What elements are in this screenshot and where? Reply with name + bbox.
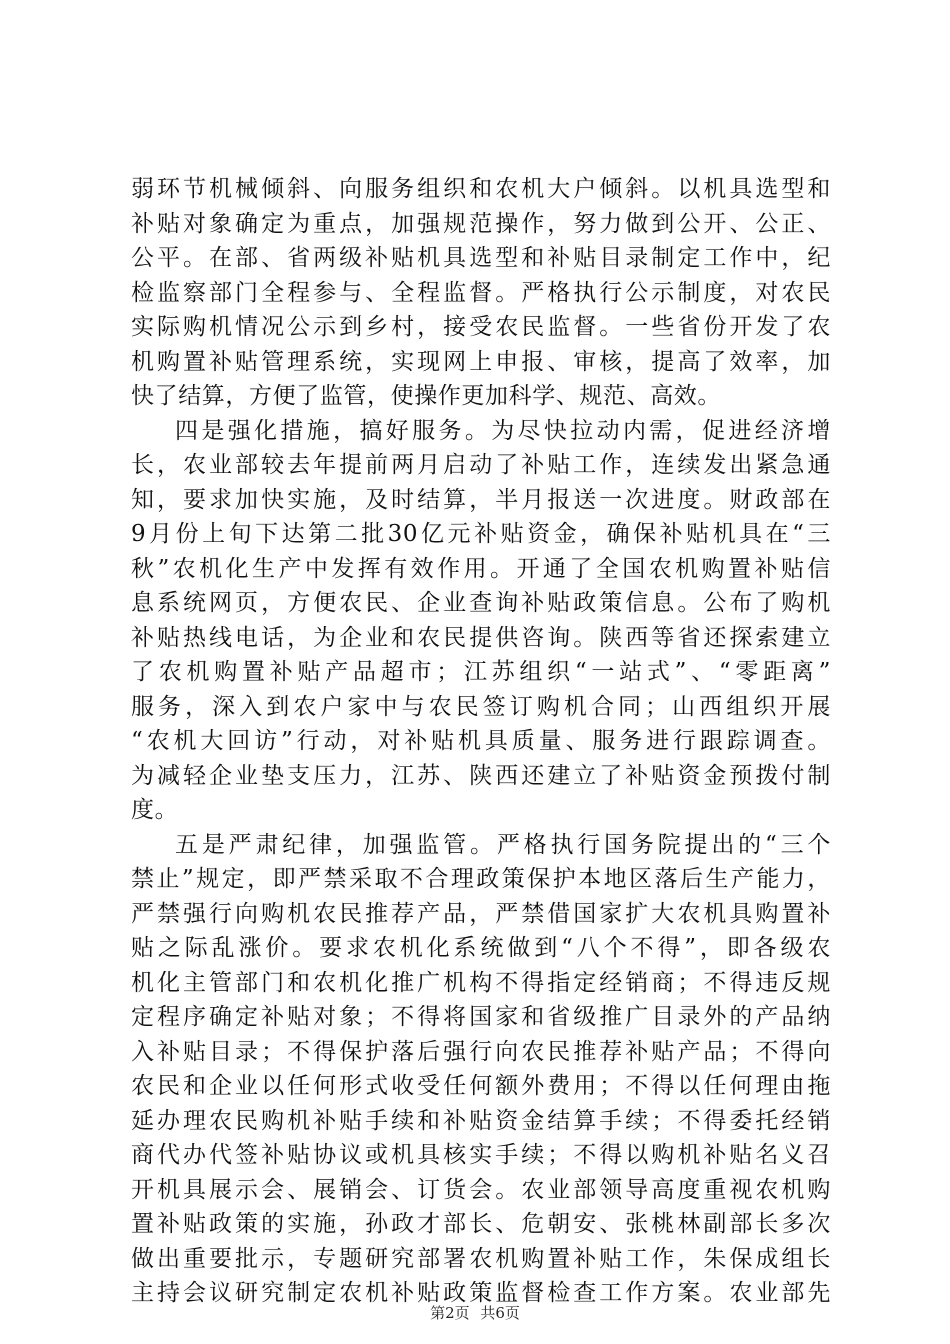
- text-line: 主持会议研究制定农机补贴政策监督检查工作方案。农业部先: [131, 1280, 831, 1306]
- text-line: 公平。在部、省两级补贴机具选型和补贴目录制定工作中，纪: [131, 245, 831, 271]
- text-line: 补贴对象确定为重点，加强规范操作，努力做到公开、公正、: [131, 210, 831, 237]
- text-line: 秋”农机化生产中发挥有效作用。开通了全国农机购置补贴信: [131, 555, 831, 582]
- text-line: 贴之际乱涨价。要求农机化系统做到“八个不得”，即各级农: [131, 935, 831, 961]
- text-line: 入补贴目录；不得保护落后强行向农民推荐补贴产品；不得向: [131, 1038, 831, 1065]
- text-line: 长，农业部较去年提前两月启动了补贴工作，连续发出紧急通: [131, 452, 831, 478]
- text-line: 检监察部门全程参与、全程监督。严格执行公示制度，对农民: [131, 279, 831, 306]
- text-line: 了农机购置补贴产品超市；江苏组织“一站式”、“零距离”: [131, 659, 831, 685]
- text-line: “农机大回访”行动，对补贴机具质量、服务进行跟踪调查。: [131, 728, 831, 754]
- text-line: 机购置补贴管理系统，实现网上申报、审核，提高了效率，加: [131, 348, 831, 375]
- text-line: 9月份上旬下达第二批30亿元补贴资金，确保补贴机具在“三: [131, 521, 831, 547]
- text-line: 度。: [131, 797, 179, 823]
- body-text: [131, 172, 831, 1311]
- text-line: 服务，深入到农户家中与农民签订购机合同；山西组织开展: [131, 693, 831, 720]
- text-line: 开机具展示会、展销会、订货会。农业部领导高度重视农机购: [131, 1176, 831, 1203]
- text-line: 做出重要批示，专题研究部署农机购置补贴工作，朱保成组长: [131, 1245, 831, 1272]
- text-line: 为减轻企业垫支压力，江苏、陕西还建立了补贴资金预拨付制: [131, 762, 831, 789]
- text-line: 禁止”规定，即严禁采取不合理政策保护本地区落后生产能力，: [131, 866, 831, 892]
- text-line: 严禁强行向购机农民推荐产品，严禁借国家扩大农机具购置补: [131, 900, 831, 927]
- text-line: 农民和企业以任何形式收受任何额外费用；不得以任何理由拖: [131, 1073, 831, 1099]
- page-total: 共6页: [480, 1304, 520, 1322]
- text-line: 知，要求加快实施，及时结算，半月报送一次进度。财政部在: [131, 486, 831, 513]
- text-line: 商代办代签补贴协议或机具核实手续；不得以购机补贴名义召: [131, 1142, 831, 1168]
- page-number: 第2页: [430, 1304, 470, 1322]
- text-line: 息系统网页，方便农民、企业查询补贴政策信息。公布了购机: [131, 590, 831, 616]
- text-line: 机化主管部门和农机化推广机构不得指定经销商；不得违反规: [131, 969, 831, 996]
- text-line: 补贴热线电话，为企业和农民提供咨询。陕西等省还探索建立: [131, 624, 831, 651]
- paragraph-start-line: 四是强化措施，搞好服务。为尽快拉动内需，促进经济增: [175, 417, 831, 444]
- text-line: 实际购机情况公示到乡村，接受农民监督。一些省份开发了农: [131, 314, 831, 340]
- page-footer: [0, 1303, 950, 1323]
- text-line: 定程序确定补贴对象；不得将国家和省级推广目录外的产品纳: [131, 1004, 831, 1030]
- text-line: 弱环节机械倾斜、向服务组织和农机大户倾斜。以机具选型和: [131, 176, 831, 202]
- text-line: 快了结算，方便了监管，使操作更加科学、规范、高效。: [131, 383, 721, 409]
- text-line: 延办理农民购机补贴手续和补贴资金结算手续；不得委托经销: [131, 1107, 831, 1134]
- paragraph-start-line: 五是严肃纪律，加强监管。严格执行国务院提出的“三个: [175, 831, 831, 858]
- text-line: 置补贴政策的实施，孙政才部长、危朝安、张桃林副部长多次: [131, 1211, 831, 1237]
